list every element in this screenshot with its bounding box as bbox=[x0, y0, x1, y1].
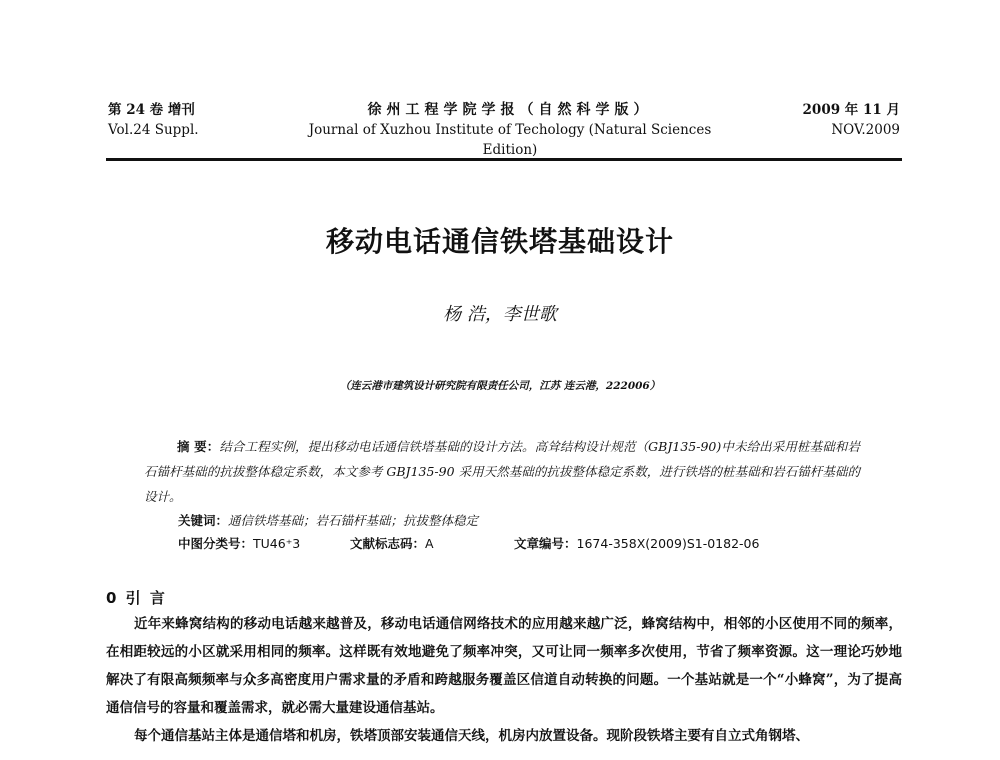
author-affiliation: （连云港市建筑设计研究院有限责任公司，江苏 连云港，222006） bbox=[339, 380, 661, 392]
journal-name-en: Journal of Xuzhou Institute of Techology (Natural Sciences Edition) bbox=[308, 122, 712, 158]
volume-info bbox=[108, 100, 199, 140]
keywords-text: 通信铁塔基础；岩石锚杆基础；抗拔整体稳定 bbox=[228, 513, 479, 528]
document-code bbox=[350, 533, 434, 555]
clc-code bbox=[178, 533, 300, 555]
section-heading: 0 引 言 bbox=[106, 589, 167, 607]
paper-authors: 杨 浩，李世歌 bbox=[443, 304, 557, 325]
clc-value: TU46⁺3 bbox=[253, 536, 301, 551]
body-paragraph: 每个通信基站主体是通信塔和机房，铁塔顶部安装通信天线，机房内放置设备。现阶段铁塔主要有自立式角钢塔、 bbox=[134, 728, 809, 744]
doc-value: A bbox=[425, 536, 434, 551]
keywords-label: 关键词： bbox=[178, 513, 229, 528]
clc-label: 中图分类号： bbox=[178, 536, 254, 551]
article-value: 1674-358X(2009)S1-0182-06 bbox=[576, 536, 760, 551]
keywords bbox=[178, 510, 478, 532]
abstract-label: 摘 要： bbox=[177, 439, 220, 454]
volume-en: Vol.24 Suppl. bbox=[108, 122, 199, 138]
article-number bbox=[514, 533, 759, 555]
journal-info bbox=[300, 100, 720, 160]
article-label: 文章编号： bbox=[514, 536, 577, 551]
body-paragraph: 近年来蜂窝结构的移动电话越来越普及，移动电话通信网络技术的应用越来越广泛，蜂窝结构中，相邻的小区使用不同的频率，在相距较远的小区就采用相同的频率。这样既有效地避免了频率冲突，又可让同一频率多次使用，节省了频率资源。这一理论巧妙地解决了有限高频频率与众多高密度用户需求量的矛盾和跨越服务覆盖区信道自动转换的问题。一个基站就是一个“小蜂窝”，为了提高通信信号的容量和覆盖需求，就必需大量建设通信基站。 bbox=[106, 616, 902, 716]
volume-cn: 第 24 卷 增刊 bbox=[108, 102, 195, 118]
date-cn: 2009 年 11 月 bbox=[802, 102, 900, 118]
abstract bbox=[144, 434, 860, 509]
paper-title: 移动电话通信铁塔基础设计 bbox=[325, 225, 674, 258]
section-body bbox=[106, 610, 902, 750]
issue-date bbox=[780, 100, 900, 140]
header-rule bbox=[106, 158, 902, 161]
journal-name-cn: 徐州工程学院学报（自然科学版） bbox=[367, 102, 653, 118]
date-en: NOV.2009 bbox=[831, 122, 900, 138]
doc-label: 文献标志码： bbox=[350, 536, 426, 551]
abstract-text: 结合工程实例，提出移动电话通信铁塔基础的设计方法。高耸结构设计规范（GBJ135-90)中未给出采用桩基础和岩石锚杆基础的抗拔整体稳定系数，本文参考 GBJ135-90 采用天然基础的抗拔整体稳定系数，进行铁塔的桩基础和岩石锚杆基础的设计。 bbox=[144, 439, 860, 504]
